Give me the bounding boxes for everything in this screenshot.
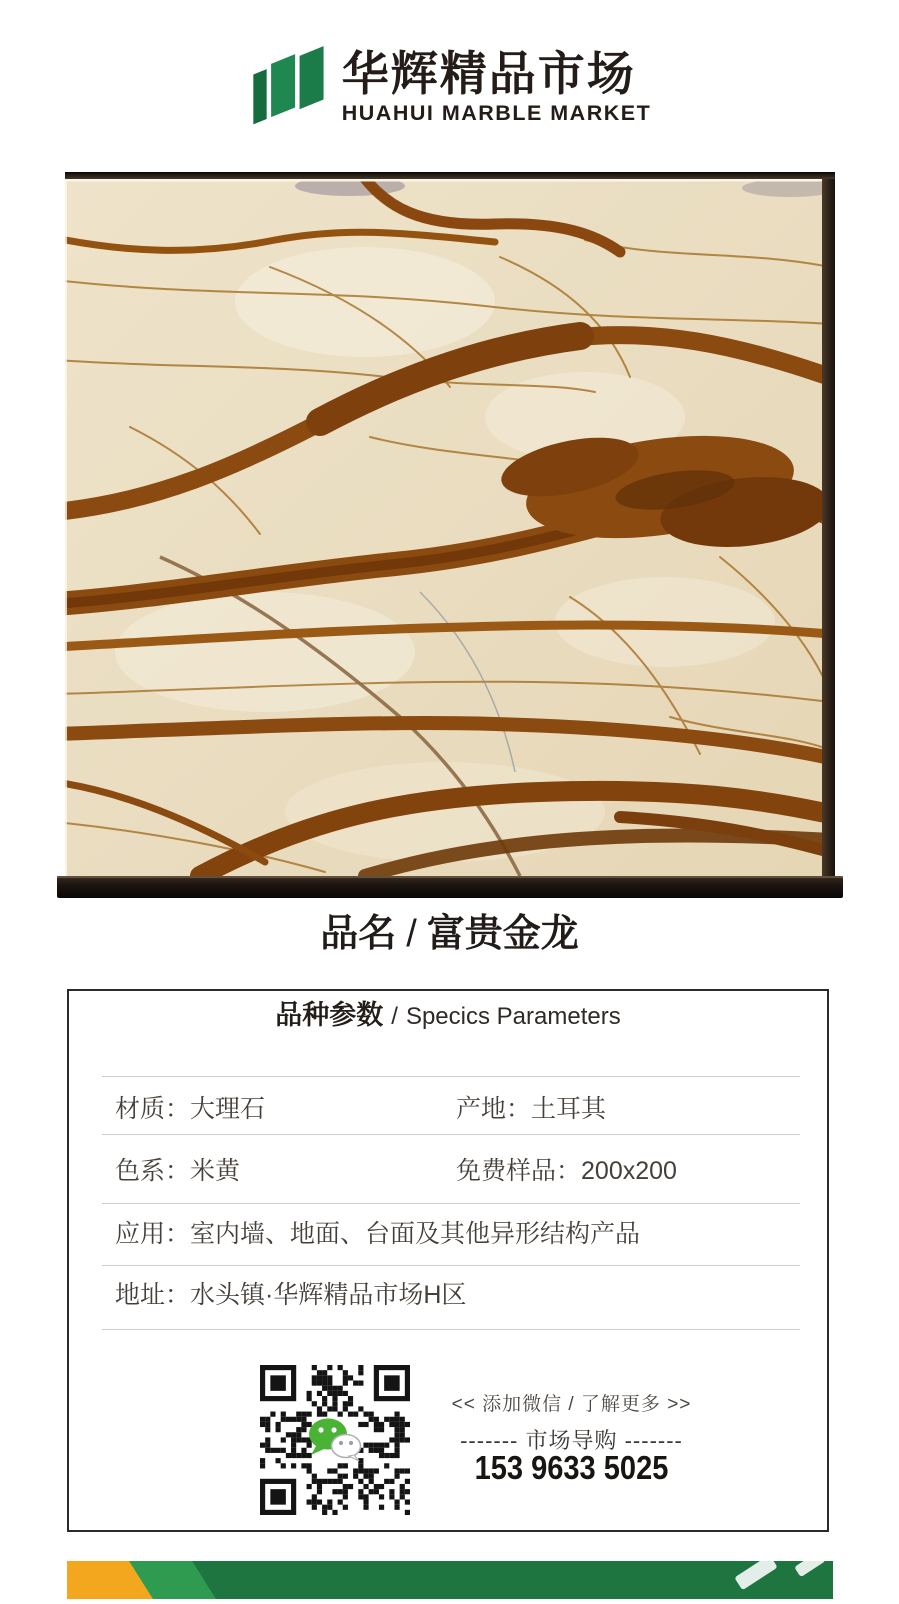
brand-header — [0, 42, 899, 132]
table-row — [69, 1212, 827, 1256]
product-label: 品名 — [320, 913, 397, 955]
specs-title — [69, 993, 827, 1037]
spec-label: 色系： — [115, 1157, 191, 1185]
divider — [102, 1203, 800, 1204]
table-row — [69, 1273, 827, 1317]
product-title — [0, 908, 899, 960]
spec-value: 土耳其 — [531, 1095, 607, 1123]
spec-label: 应用： — [115, 1220, 191, 1248]
market-guide-label: ------- 市场导购 ------- — [460, 1428, 683, 1453]
specs-card — [67, 989, 829, 1532]
spec-value: 米黄 — [190, 1157, 241, 1185]
spec-value: 200x200 — [581, 1157, 677, 1185]
wechat-hint: << 添加微信 / 了解更多 >> — [451, 1394, 692, 1415]
table-row — [69, 1149, 827, 1193]
divider — [102, 1134, 800, 1135]
product-name: 富贵金龙 — [426, 913, 579, 955]
table-row — [69, 1087, 827, 1131]
product-title-separator: / — [406, 913, 417, 955]
qr-code — [260, 1365, 410, 1515]
spec-label: 免费样品： — [456, 1157, 582, 1185]
phone-number: 153 9633 5025 — [474, 1449, 669, 1486]
divider — [102, 1329, 800, 1330]
divider — [102, 1076, 800, 1077]
divider — [102, 1265, 800, 1266]
spec-value: 水头镇·华辉精品市场H区 — [190, 1281, 467, 1309]
specs-title-cn: 品种参数 — [275, 1000, 384, 1030]
marble-slabs-icon — [248, 42, 328, 132]
brand-name-en: HUAHUI MARBLE MARKET — [341, 101, 652, 125]
spec-value: 大理石 — [190, 1095, 266, 1123]
spec-label: 产地： — [456, 1095, 532, 1123]
spec-value: 室内墙、地面、台面及其他异形结构产品 — [190, 1220, 641, 1248]
spec-label: 地址： — [115, 1281, 191, 1309]
marble-slab-photo — [57, 172, 843, 900]
wechat-icon — [304, 1415, 364, 1463]
specs-title-separator: / — [391, 1003, 398, 1030]
spec-label: 材质： — [115, 1095, 191, 1123]
specs-title-en: Specics Parameters — [405, 1003, 621, 1030]
brand-name-cn: 华辉精品市场 — [341, 47, 636, 100]
